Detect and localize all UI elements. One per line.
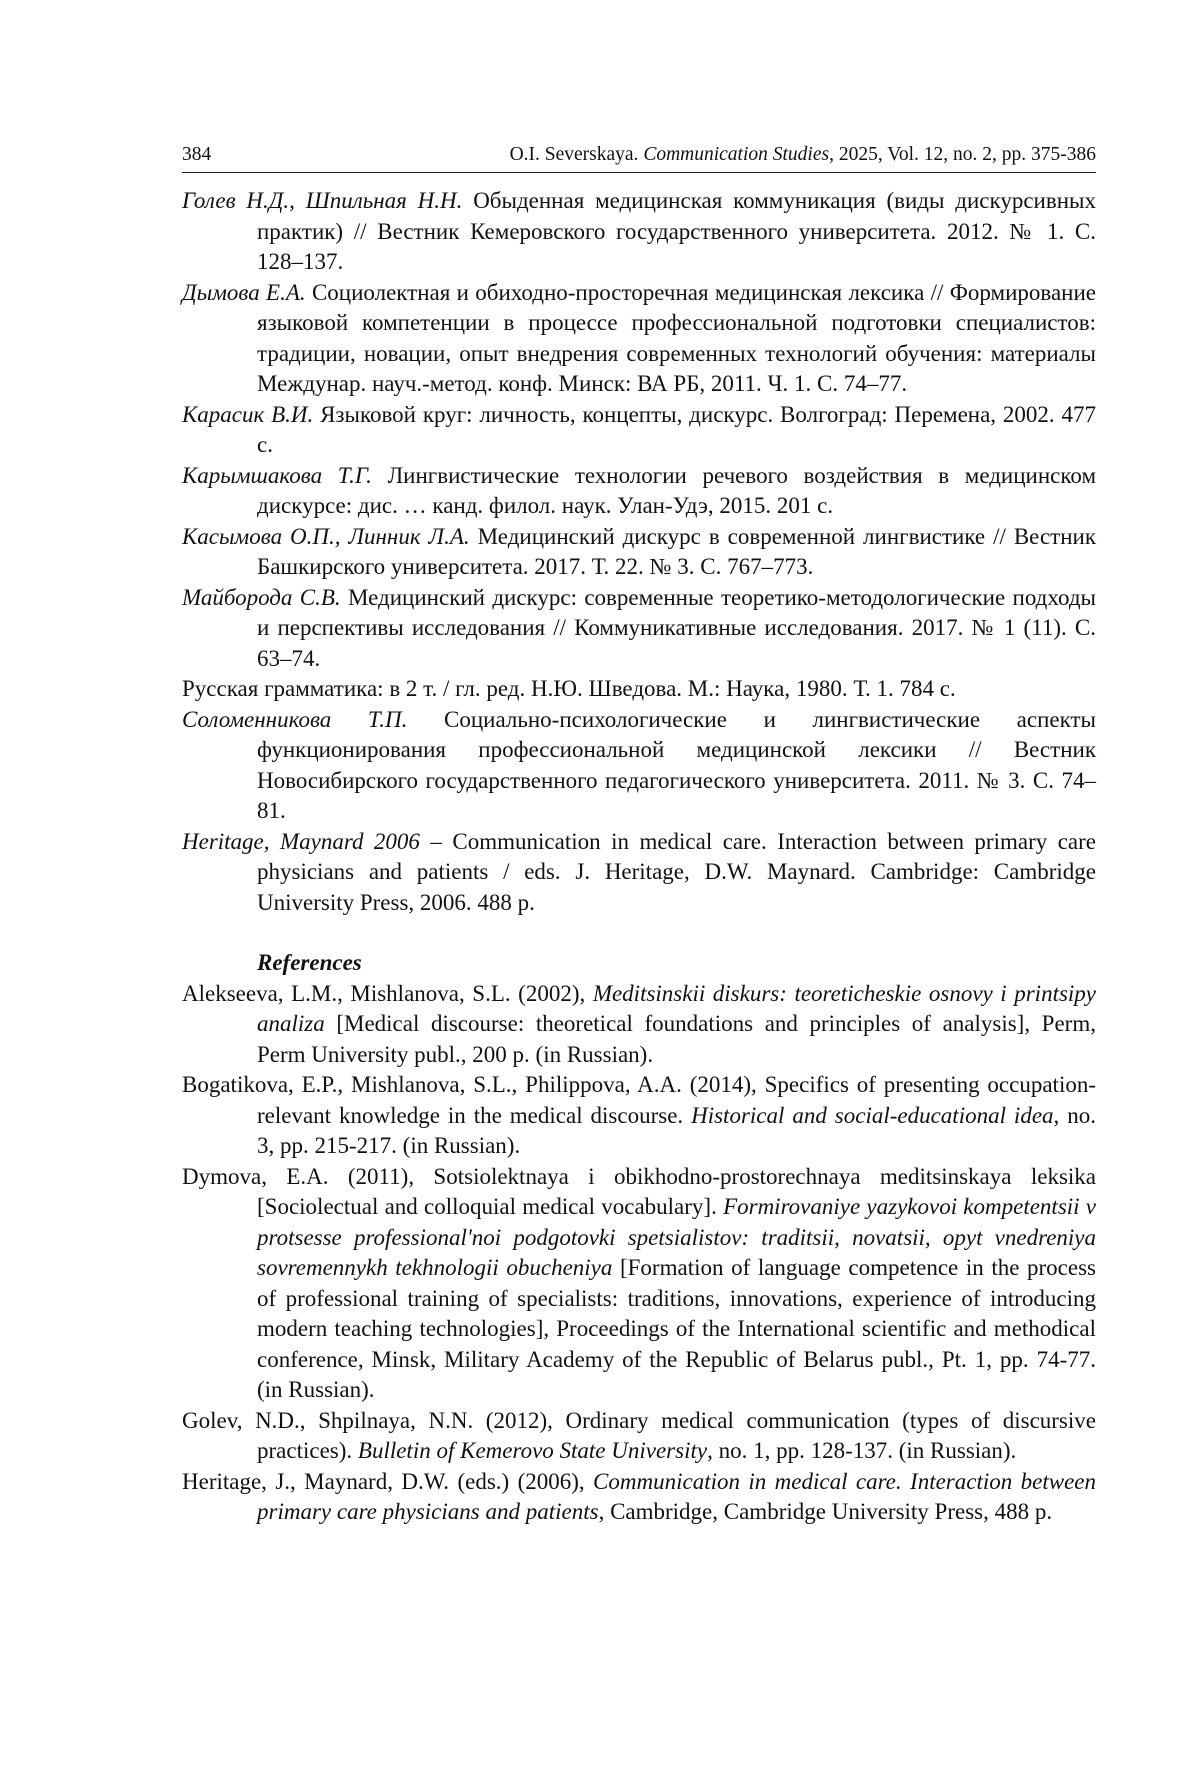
literature-item xyxy=(182,400,1096,461)
literature-authors: Карасик В.И. xyxy=(182,401,314,427)
reference-tail: , no. 1, pp. 128-137. (in Russian). xyxy=(707,1438,1017,1463)
literature-item xyxy=(182,186,1096,278)
reference-item xyxy=(182,1070,1096,1162)
reference-title: Communication in medical care. Interaction between primary care physicians and patients xyxy=(257,1468,1096,1524)
reference-tail: [Medical discourse: theoretical foundations and principles of analysis], Perm, Perm University publ., 200 p. (in Russian). xyxy=(257,1011,1096,1067)
reference-lead: Dymova, E.A. (2011), Sotsiolektnaya i obikhodno-prostorechnaya meditsinskaya leksika [Sociolectual and colloquial medical vocabulary]. xyxy=(182,1163,1096,1219)
references-heading: References xyxy=(257,950,362,975)
reference-lead: Golev, N.D., Shpilnaya, N.N. (2012), Ordinary medical communication (types of discursive practices). xyxy=(182,1407,1096,1463)
reference-lead: Alekseeva, L.M., Mishlanova, S.L. (2002), xyxy=(182,980,593,1006)
literature-text: Языковой круг: личность, концепты, дискурс. Волгоград: Перемена, 2002. 477 с. xyxy=(257,401,1096,457)
reference-lead: Bogatikova, E.P., Mishlanova, S.L., Philippova, A.A. (2014), Specifics of presenting occupation-relevant knowledge in the medical discourse. xyxy=(182,1072,1096,1128)
reference-tail: , no. 3, pp. 215-217. (in Russian). xyxy=(257,1102,1096,1158)
reference-tail: , Cambridge, Cambridge University Press, 488 p. xyxy=(598,1499,1053,1524)
reference-title: Formirovaniye yazykovoi kompetentsii v protsesse professional'noi podgotovki spetsialistov: traditsii, novatsii, opyt vnedreniya sovremennykh tekhnologii obucheniya xyxy=(257,1194,1096,1280)
header-issue: , 2025, Vol. 12, no. 2, pp. 375-386 xyxy=(829,144,1096,165)
literature-item xyxy=(182,522,1096,583)
reference-item xyxy=(182,1406,1096,1467)
literature-authors: Соломенникова Т.П. xyxy=(182,706,408,732)
reference-tail: [Formation of language competence in the process of professional training of specialists: traditions, innovations, experience of introducing modern teaching technologies], Proceedings of the International scientific and methodical conference, Minsk, Military Academy of the Republic of Belarus publ., Pt. 1, pp. 74-77. (in Russian). xyxy=(257,1255,1096,1402)
literature-authors: Касымова О.П., Линник Л.А. xyxy=(182,523,470,549)
literature-authors: Голев Н.Д., Шпильная Н.Н. xyxy=(182,188,463,213)
header-author: O.I. Severskaya. xyxy=(509,144,639,165)
literature-item xyxy=(182,461,1096,522)
literature-text: – Communication in medical care. Interaction between primary care physicians and patients / eds. J. Heritage, D.W. Maynard. Cambridge: Cambridge University Press, 2006. 488 p. xyxy=(257,828,1096,915)
literature-text: Лингвистические технологии речевого воздействия в медицинском дискурсе: дис. … канд. филол. наук. Улан-Удэ, 2015. 201 с. xyxy=(257,462,1097,518)
reference-title: Meditsinskii diskurs: teoreticheskie osnovy i printsipy analiza xyxy=(257,980,1097,1036)
reference-title: Historical and social-educational idea xyxy=(691,1102,1054,1128)
literature-authors: Heritage, Maynard 2006 xyxy=(182,828,420,854)
literature-item xyxy=(182,705,1096,827)
literature-text: Медицинский дискурс: современные теоретико-методологические подходы и перспективы исследования // Коммуникативные исследования. 2017. № 1 (11). С. 63–74. xyxy=(257,584,1096,671)
references-content xyxy=(182,186,1096,1528)
literature-item xyxy=(182,674,1096,705)
literature-text: Социолектная и обиходно-просторечная медицинская лексика // Формирование языковой компетенции в процессе профессиональной подготовки специалистов: традиции, новации, опыт внедрения современных технологий обучения: материалы Междунар. науч.-метод. конф. Минск: ВА РБ, 2011. Ч. 1. С. 74–77. xyxy=(257,279,1096,396)
page-number: 384 xyxy=(182,144,212,165)
literature-text: Обыденная медицинская коммуникация (виды дискурсивных практик) // Вестник Кемеровского государственного университета. 2012. № 1. С. 128–137. xyxy=(257,188,1096,274)
literature-item xyxy=(182,827,1096,919)
literature-text: Русская грамматика: в 2 т. / гл. ред. Н.Ю. Шведова. М.: Наука, 1980. Т. 1. 784 с. xyxy=(182,676,956,701)
header-journal: Communication Studies xyxy=(643,144,830,165)
reference-title: Bulletin of Kemerovo State University xyxy=(357,1438,708,1463)
literature-item xyxy=(182,583,1096,675)
literature-text: Социально-психологические и лингвистические аспекты функционирования профессиональной медицинской лексики // Вестник Новосибирского государственного педагогического университета. 2011. № 3. С. 74–81. xyxy=(257,706,1096,823)
literature-authors: Карымшакова Т.Г. xyxy=(182,462,372,488)
literature-item xyxy=(182,278,1096,400)
reference-item xyxy=(182,1162,1096,1406)
literature-authors: Майборода С.В. xyxy=(182,584,341,610)
literature-authors: Дымова Е.А. xyxy=(182,279,306,305)
literature-text: Медицинский дискурс в современной лингвистике // Вестник Башкирского университета. 2017. Т. 22. № 3. С. 767–773. xyxy=(257,523,1096,579)
running-title xyxy=(510,144,1096,166)
reference-item xyxy=(182,1467,1096,1528)
reference-lead: Heritage, J., Maynard, D.W. (eds.) (2006), xyxy=(182,1468,594,1494)
reference-item xyxy=(182,979,1096,1071)
running-header xyxy=(182,140,1096,173)
